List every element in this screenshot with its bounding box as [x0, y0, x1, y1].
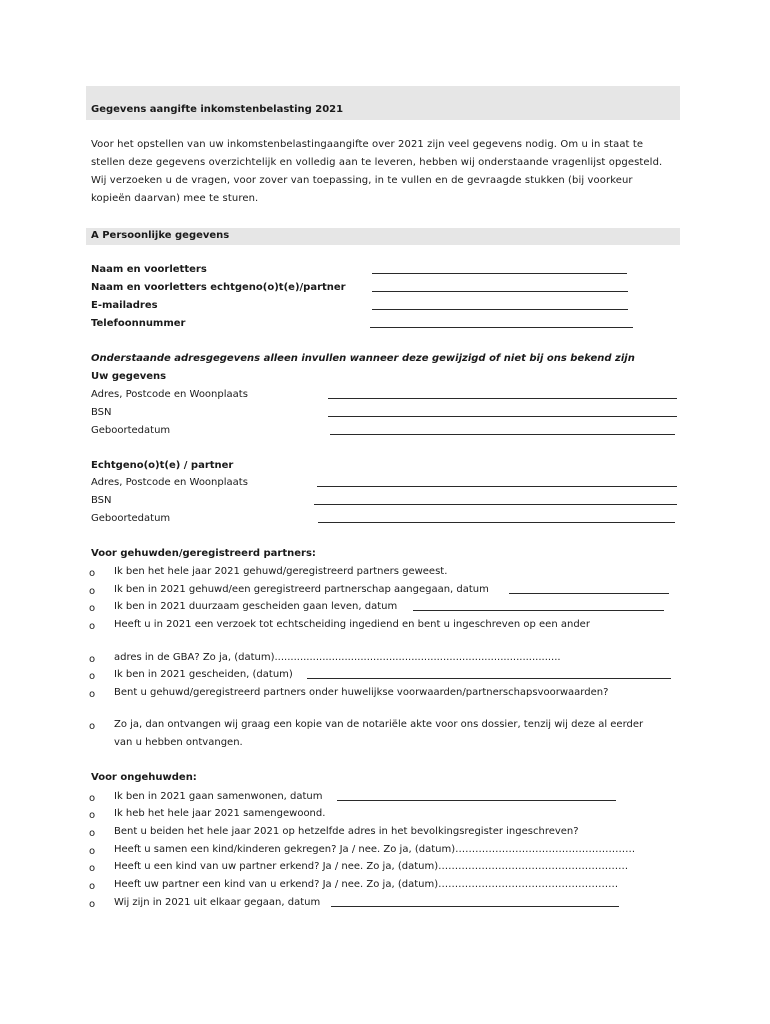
gehuwden-item: Ik ben in 2021 gescheiden, (datum) [114, 669, 293, 680]
intro-text [91, 136, 676, 208]
intro-line: Voor het opstellen van uw inkomstenbelastingaangifte over 2021 zijn veel gegevens nodig. Om u in staat te [91, 139, 644, 150]
partner-heading: Echtgeno(o)t(e) / partner [91, 460, 234, 471]
gescheiden-leven-datum-input-line[interactable] [413, 610, 664, 611]
bullet: o [89, 793, 96, 804]
partner-bsn-label: BSN [91, 495, 112, 506]
uit-elkaar-datum-input-line[interactable] [331, 906, 619, 907]
ongehuwden-heading: Voor ongehuwden: [91, 772, 197, 783]
bullet: o [89, 881, 96, 892]
uw-adres-input-line[interactable] [328, 398, 677, 399]
gehuwden-item: Ik ben in 2021 gehuwd/een geregistreerd partnerschap aangegaan, datum [114, 584, 489, 595]
bullet: o [89, 654, 96, 665]
bullet: o [89, 671, 96, 682]
bullet: o [89, 899, 96, 910]
uw-bsn-input-line[interactable] [328, 416, 677, 417]
bullet: o [89, 568, 96, 579]
bullet: o [89, 721, 96, 732]
intro-line: stellen deze gegevens overzichtelijk en volledig aan te leveren, hebben wij onderstaande vragenlijst opgesteld. [91, 157, 663, 168]
partner-geboortedatum-label: Geboortedatum [91, 513, 171, 524]
gehuwden-item: van u hebben ontvangen. [114, 737, 243, 748]
field-label-telefoon: Telefoonnummer [91, 318, 186, 329]
gescheiden-datum-input-line[interactable] [307, 678, 671, 679]
uw-adres-label: Adres, Postcode en Woonplaats [91, 389, 248, 400]
uw-geboortedatum-label: Geboortedatum [91, 425, 171, 436]
bullet: o [89, 846, 96, 857]
bullet: o [89, 810, 96, 821]
uw-bsn-label: BSN [91, 407, 112, 418]
ongehuwden-item: Bent u beiden het hele jaar 2021 op hetzelfde adres in het bevolkingsregister ingeschreven? [114, 826, 579, 837]
telefoon-input-line[interactable] [370, 327, 633, 328]
gehuwd-datum-input-line[interactable] [509, 593, 669, 594]
ongehuwden-item: Ik ben in 2021 gaan samenwonen, datum [114, 791, 323, 802]
partner-bsn-input-line[interactable] [314, 504, 677, 505]
uw-geboortedatum-input-line[interactable] [330, 434, 675, 435]
page-title: Gegevens aangifte inkomstenbelasting 2021 [91, 104, 344, 115]
intro-line: kopieën daarvan) mee te sturen. [91, 193, 259, 204]
partner-geboortedatum-input-line[interactable] [318, 522, 675, 523]
field-label-naam: Naam en voorletters [91, 264, 207, 275]
partner-adres-label: Adres, Postcode en Woonplaats [91, 477, 248, 488]
gehuwden-item: Zo ja, dan ontvangen wij graag een kopie van de notariële akte voor ons dossier, tenzij wij deze al eerder [114, 719, 644, 730]
gehuwden-item: adres in de GBA? Zo ja, (datum).......................................................................................... [114, 652, 561, 663]
ongehuwden-item: Heeft u samen een kind/kinderen gekregen? Ja / nee. Zo ja, (datum)……………………………………………… [114, 844, 636, 855]
naam-partner-input-line[interactable] [372, 291, 628, 292]
uw-gegevens-heading: Uw gegevens [91, 371, 167, 382]
bullet: o [89, 603, 96, 614]
email-input-line[interactable] [372, 309, 628, 310]
field-label-naam-partner: Naam en voorletters echtgeno(o)t(e)/partner [91, 282, 346, 293]
field-label-email: E-mailadres [91, 300, 158, 311]
bullet: o [89, 621, 96, 632]
gehuwden-item: Ik ben het hele jaar 2021 gehuwd/geregistreerd partners geweest. [114, 566, 448, 577]
intro-line: Wij verzoeken u de vragen, voor zover van toepassing, in te vullen en de gevraagde stukken (bij voorkeur [91, 175, 633, 186]
ongehuwden-item: Heeft uw partner een kind van u erkend? Ja / nee. Zo ja, (datum)……………………………………………… [114, 879, 619, 890]
bullet: o [89, 586, 96, 597]
gehuwden-item: Heeft u in 2021 een verzoek tot echtscheiding ingediend en bent u ingeschreven op een ander [114, 619, 590, 630]
ongehuwden-item: Heeft u een kind van uw partner erkend? Ja / nee. Zo ja, (datum)………………………………………………… [114, 861, 629, 872]
bullet: o [89, 863, 96, 874]
samenwonen-datum-input-line[interactable] [337, 800, 616, 801]
section-a-heading: A Persoonlijke gegevens [91, 230, 230, 241]
bullet: o [89, 689, 96, 700]
ongehuwden-item: Wij zijn in 2021 uit elkaar gegaan, datum [114, 897, 321, 908]
ongehuwden-item: Ik heb het hele jaar 2021 samengewoond. [114, 808, 326, 819]
gehuwden-item: Ik ben in 2021 duurzaam gescheiden gaan leven, datum [114, 601, 398, 612]
gehuwden-heading: Voor gehuwden/geregistreerd partners: [91, 548, 316, 559]
partner-adres-input-line[interactable] [317, 486, 677, 487]
address-note: Onderstaande adresgegevens alleen invullen wanneer deze gewijzigd of niet bij ons bekend zijn [91, 353, 635, 364]
gehuwden-item: Bent u gehuwd/geregistreerd partners onder huwelijkse voorwaarden/partnerschapsvoorwaarden? [114, 687, 609, 698]
naam-input-line[interactable] [372, 273, 627, 274]
bullet: o [89, 828, 96, 839]
